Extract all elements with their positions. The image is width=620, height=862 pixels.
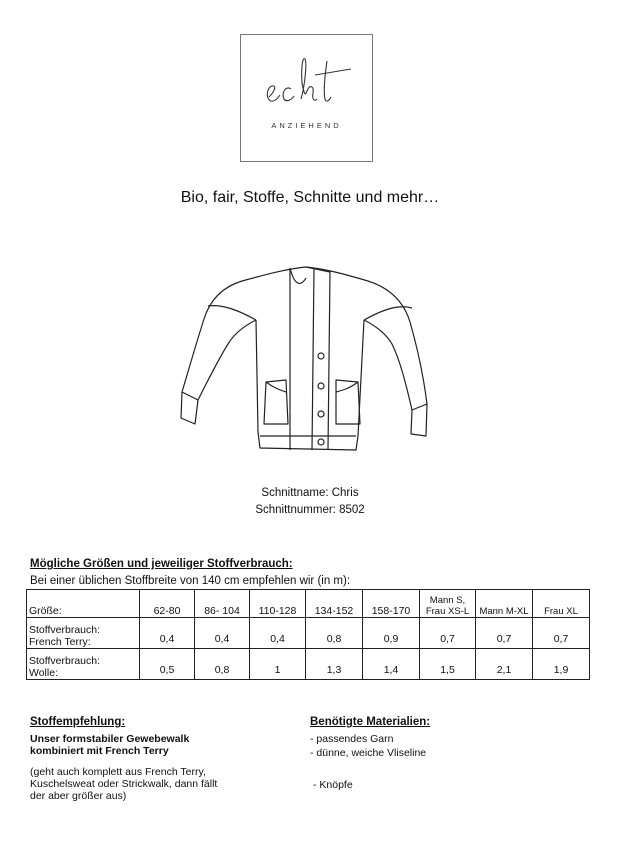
table-cell: 0,4	[250, 618, 306, 649]
column-header: 62-80	[140, 590, 195, 618]
table-cell: 0,8	[195, 649, 250, 680]
row-label-line1: Stoffverbrauch:	[29, 655, 101, 667]
table-cell: 0,5	[140, 649, 195, 680]
row-label	[27, 618, 140, 649]
fabric-note-line3: der aber größer aus)	[30, 790, 127, 802]
fabric-recommendation-note	[30, 766, 217, 802]
fabric-recommendation-line2: kombiniert mit French Terry	[30, 745, 169, 757]
column-header: Mann S, Frau XS-L	[420, 590, 476, 618]
row-label-line1: Stoffverbrauch:	[29, 624, 101, 636]
jacket-illustration	[178, 264, 440, 460]
table-cell: 1,5	[420, 649, 476, 680]
table-cell: 0,8	[306, 618, 363, 649]
column-header: 134-152	[306, 590, 363, 618]
fabric-recommendation-main	[30, 733, 189, 757]
fabric-recommendation-heading: Stoffempfehlung:	[30, 716, 126, 728]
fabric-recommendation-line1: Unser formstabiler Gewebewalk	[30, 733, 190, 745]
fabric-note-line2: Kuschelsweat oder Strickwalk, dann fällt	[30, 778, 218, 790]
table-cell: 0,4	[195, 618, 250, 649]
material-item: - passendes Garn	[310, 733, 394, 745]
row-label	[27, 649, 140, 680]
sizes-subheading: Bei einer üblichen Stoffbreite von 140 cm empfehlen wir (in m):	[30, 575, 351, 587]
material-item: - dünne, weiche Vliseline	[310, 747, 427, 759]
row-label-line2: Wolle:	[29, 667, 58, 679]
sizes-heading: Mögliche Größen und jeweiliger Stoffverbrauch:	[30, 558, 293, 570]
size-table	[26, 589, 590, 680]
header-label: Größe:	[27, 590, 140, 618]
column-header: 110-128	[250, 590, 306, 618]
column-header: 158-170	[363, 590, 420, 618]
column-header: Frau XL	[533, 590, 590, 618]
table-header-row	[27, 590, 590, 618]
tagline: Bio, fair, Stoffe, Schnitte und mehr…	[180, 189, 440, 206]
table-cell: 1,4	[363, 649, 420, 680]
column-header: Mann M-XL	[476, 590, 533, 618]
fabric-note-line1: (geht auch komplett aus French Terry,	[30, 766, 206, 778]
table-cell: 0,7	[420, 618, 476, 649]
table-cell: 1,3	[306, 649, 363, 680]
pattern-number: Schnittnummer: 8502	[255, 504, 365, 516]
table-cell: 1,9	[533, 649, 590, 680]
logo-subtitle: ANZIEHEND	[271, 121, 342, 130]
table-cell: 2,1	[476, 649, 533, 680]
table-cell: 0,9	[363, 618, 420, 649]
table-row	[27, 649, 590, 680]
table-cell: 0,7	[533, 618, 590, 649]
table-row	[27, 618, 590, 649]
pattern-name: Schnittname: Chris	[261, 487, 359, 499]
logo	[240, 34, 373, 162]
column-header: 86- 104	[195, 590, 250, 618]
table-cell: 1	[250, 649, 306, 680]
logo-script	[261, 53, 356, 113]
material-item: - Knöpfe	[313, 779, 353, 791]
materials-heading: Benötigte Materialien:	[310, 716, 431, 728]
table-cell: 0,4	[140, 618, 195, 649]
row-label-line2: French Terry:	[29, 636, 91, 648]
table-cell: 0,7	[476, 618, 533, 649]
